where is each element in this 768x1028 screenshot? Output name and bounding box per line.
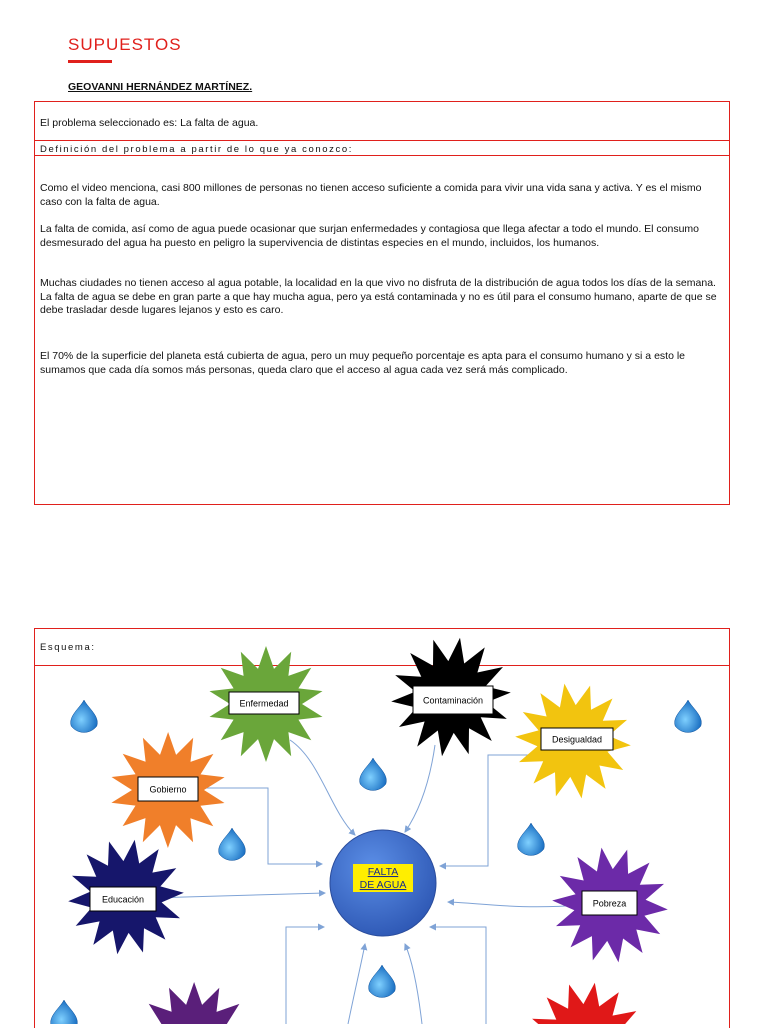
node-bottom-left: [137, 982, 250, 1024]
node-bottom-right: [528, 983, 644, 1024]
node-label-pobreza: Pobreza: [592, 898, 627, 909]
connector-bottom-mid-left: [348, 944, 365, 1024]
connector-bottom-left: [286, 927, 324, 1024]
node-label-gobierno: Gobierno: [149, 784, 187, 795]
paragraph-4: El 70% de la superficie del planeta está cubierta de agua, pero un muy pequeño porcentaje es apta para el consumo humano y si a esto le sumamos que cada día somos más personas, queda claro que el acceso al agua cada vez será más complicado.: [40, 350, 686, 376]
node-label-contaminacion: Contaminación: [422, 695, 484, 706]
connector-desigualdad: [440, 755, 530, 866]
node-educacion: [68, 840, 184, 955]
center-node: [330, 830, 436, 936]
schema-label: Esquema:: [40, 642, 96, 653]
selected-problem: El problema seleccionado es: La falta de agua.: [40, 117, 259, 129]
connector-contaminacion: [405, 745, 435, 832]
water-drop-icon: [518, 823, 545, 855]
water-drop-icon: [675, 700, 702, 732]
water-drop-icon: [51, 1000, 78, 1024]
water-drop-icon: [369, 965, 396, 997]
paragraph-1: Como el video menciona, casi 800 millones de personas no tienen acceso suficiente a comida para vivir una vida sana y activa. Y es el mismo caso con la falta de agua.: [40, 182, 702, 208]
definition-label: Definición del problema a partir de lo que ya conozco:: [40, 144, 353, 155]
node-label-desigualdad: Desigualdad: [551, 734, 603, 745]
paragraph-3: Muchas ciudades no tienen acceso al agua potable, la localidad en la que vivo no disfruta de la distribución de agua todos los días de la semana. La falta de agua se debe en gran parte a que hay mucha agua, pero ya está contaminada y no es útil para el consumo humano, aparte de que se debe trasladar desde lugares lejanos y esto es caro.: [40, 277, 717, 316]
page-title: SUPUESTOS: [68, 35, 182, 54]
burst-shape-bottom-left: [137, 982, 250, 1024]
connector-bottom-mid-right: [405, 944, 422, 1024]
node-label-enfermedad: Enfermedad: [239, 698, 289, 709]
node-enfermedad: [210, 646, 323, 762]
center-label-line-1: FALTA: [367, 866, 399, 878]
water-drop-icon: [219, 828, 246, 860]
author-name: GEOVANNI HERNÁNDEZ MARTÍNEZ.: [68, 81, 253, 93]
node-gobierno: [111, 732, 224, 848]
connector-bottom-right: [430, 927, 486, 1024]
node-desigualdad: [515, 684, 631, 799]
burst-nodes: [68, 638, 668, 1024]
paragraph-2: La falta de comida, así como de agua puede ocasionar que surjan enfermedades y contagiosa que llega afectar a todo el mundo. El consumo desmesurado del agua ha puesto en peligro la supervivencia de distintas especies en el mundo, incluidos, los humanos.: [40, 223, 700, 249]
burst-shape-bottom-right: [528, 983, 644, 1024]
node-pobreza: [552, 848, 668, 963]
node-contaminacion: [391, 638, 511, 757]
center-label-line-2: DE AGUA: [359, 879, 407, 891]
node-label-educacion: Educación: [101, 894, 145, 905]
connector-enfermedad: [290, 740, 355, 835]
water-drop-icon: [71, 700, 98, 732]
water-drop-icon: [360, 758, 387, 790]
